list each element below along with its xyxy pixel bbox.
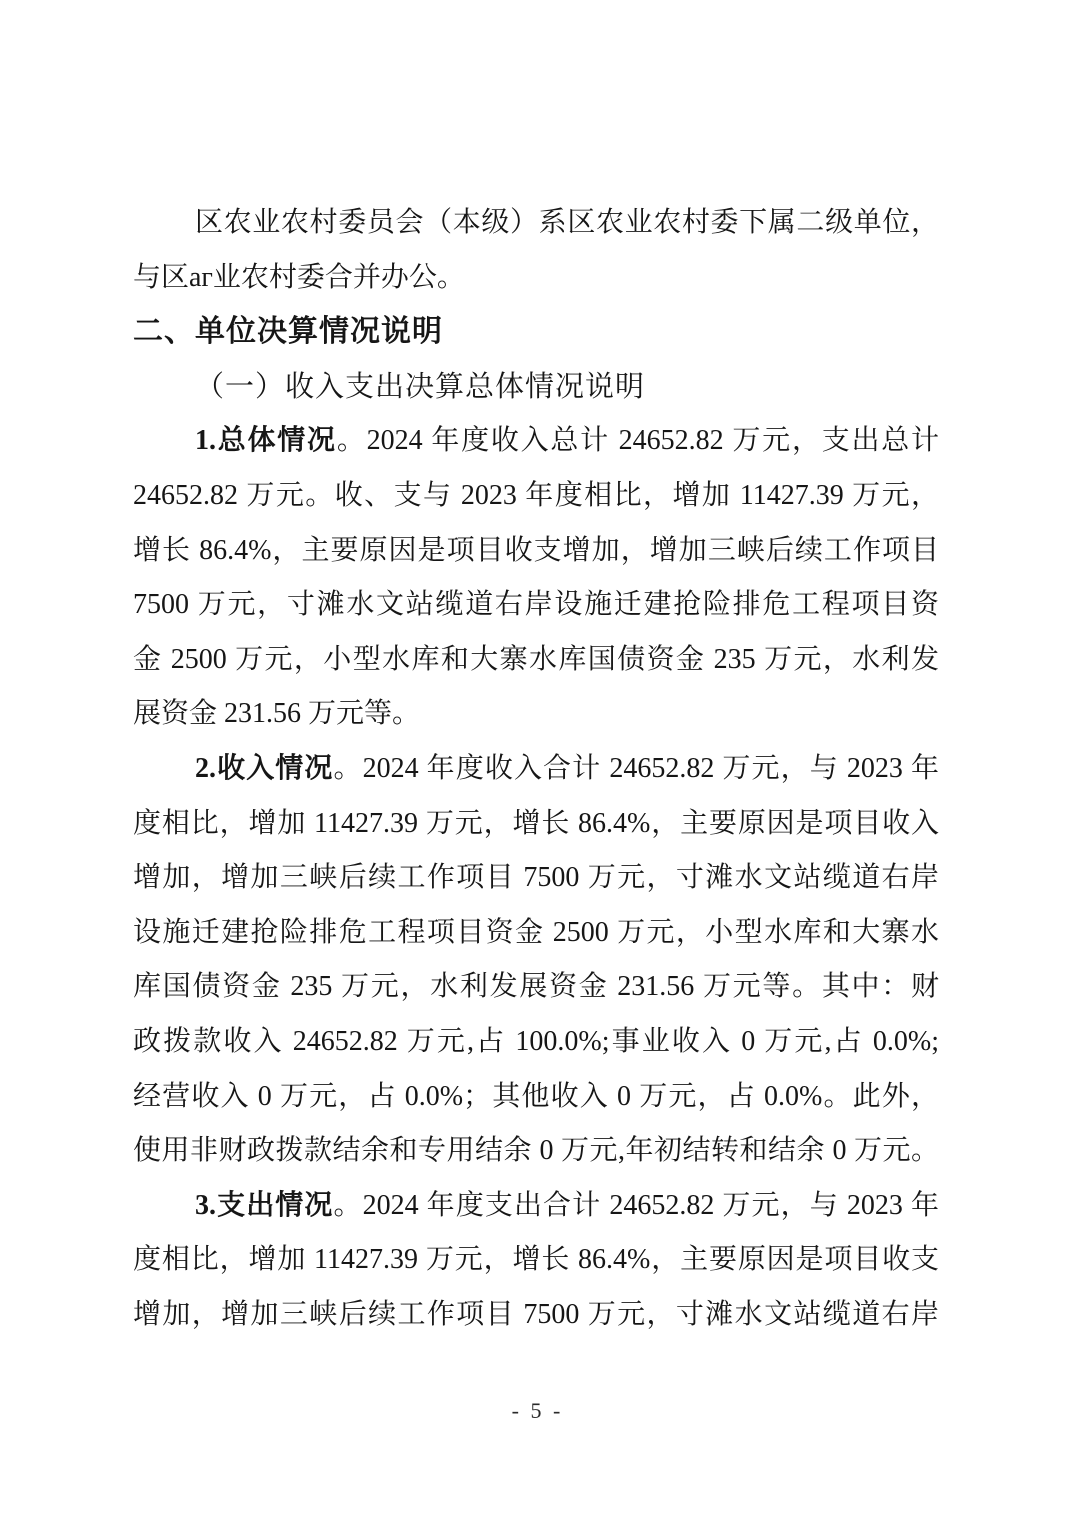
bold-text-run: 2.收入情况 xyxy=(195,752,334,784)
text-run: 24652.82 万元。收、支与 2023 年度相比，增加 11427.39 万元， xyxy=(133,479,939,511)
bold-text-run: 二、单位决算情况说明 xyxy=(133,315,443,349)
subsection-heading xyxy=(133,360,939,415)
text-run: 库国债资金 235 万元，水利发展资金 231.56 万元等。其中：财 xyxy=(133,971,939,1003)
para-expense-line-1 xyxy=(133,1179,939,1234)
bold-text-run: 1.总体情况 xyxy=(195,425,337,457)
text-run: 7500 万元，寸滩水文站缆道右岸设施迁建抢险排危工程项目资 xyxy=(133,589,939,621)
para-overview-line-5 xyxy=(133,633,939,688)
para-intro-line-2 xyxy=(133,251,939,306)
text-run: 。2024 年度支出合计 24652.82 万元，与 2023 年 xyxy=(333,1189,939,1221)
text-run: 增加，增加三峡后续工作项目 7500 万元，寸滩水文站缆道右岸 xyxy=(133,862,939,894)
text-run: 金 2500 万元，小型水库和大寨水库国债资金 235 万元，水利发 xyxy=(133,643,939,675)
para-income-line-5 xyxy=(133,960,939,1015)
para-expense-line-3 xyxy=(133,1288,939,1343)
text-run: 政拨款收入 24652.82 万元,占 100.0%;事业收入 0 万元,占 0.0%; xyxy=(133,1025,939,1057)
para-income-line-2 xyxy=(133,797,939,852)
para-expense-line-2 xyxy=(133,1233,939,1288)
text-run: 度相比，增加 11427.39 万元，增长 86.4%，主要原因是项目收支 xyxy=(133,1244,939,1276)
text-run: 增长 86.4%，主要原因是项目收支增加，增加三峡后续工作项目 xyxy=(133,534,939,566)
text-run: 。2024 年度收入总计 24652.82 万元，支出总计 xyxy=(336,425,939,457)
document-body xyxy=(133,196,939,1342)
text-run: 经营收入 0 万元，占 0.0%；其他收入 0 万元，占 0.0%。此外， xyxy=(133,1080,939,1112)
para-income-line-1 xyxy=(133,742,939,797)
text-run: （一）收入支出决算总体情况说明 xyxy=(195,370,646,403)
section-heading xyxy=(133,305,939,360)
para-overview-line-1 xyxy=(133,414,939,469)
text-run: 度相比，增加 11427.39 万元，增长 86.4%，主要原因是项目收入 xyxy=(133,807,939,839)
para-income-line-8 xyxy=(133,1124,939,1179)
para-income-line-7 xyxy=(133,1070,939,1125)
text-run: 使用非财政拨款结余和专用结余 0 万元,年初结转和结余 0 万元。 xyxy=(133,1135,939,1167)
text-run: 展资金 231.56 万元等。 xyxy=(133,698,421,730)
para-overview-line-4 xyxy=(133,578,939,633)
text-run: 区农业农村委员会（本级）系区农业农村委下属二级单位， xyxy=(195,207,939,238)
para-overview-line-3 xyxy=(133,524,939,579)
text-run: 与区аг业农村委合并办公。 xyxy=(133,261,465,293)
text-run: 设施迁建抢险排危工程项目资金 2500 万元，小型水库和大寨水 xyxy=(133,916,939,948)
para-income-line-3 xyxy=(133,851,939,906)
para-income-line-4 xyxy=(133,906,939,961)
page-number: - 5 - xyxy=(511,1398,564,1423)
para-overview-line-2 xyxy=(133,469,939,524)
bold-text-run: 3.支出情况 xyxy=(195,1189,334,1221)
para-overview-line-6 xyxy=(133,687,939,742)
text-run: 。2024 年度收入合计 24652.82 万元，与 2023 年 xyxy=(333,752,939,784)
para-income-line-6 xyxy=(133,1015,939,1070)
para-intro-line-1 xyxy=(133,196,939,251)
text-run: 增加，增加三峡后续工作项目 7500 万元，寸滩水文站缆道右岸 xyxy=(133,1298,939,1330)
